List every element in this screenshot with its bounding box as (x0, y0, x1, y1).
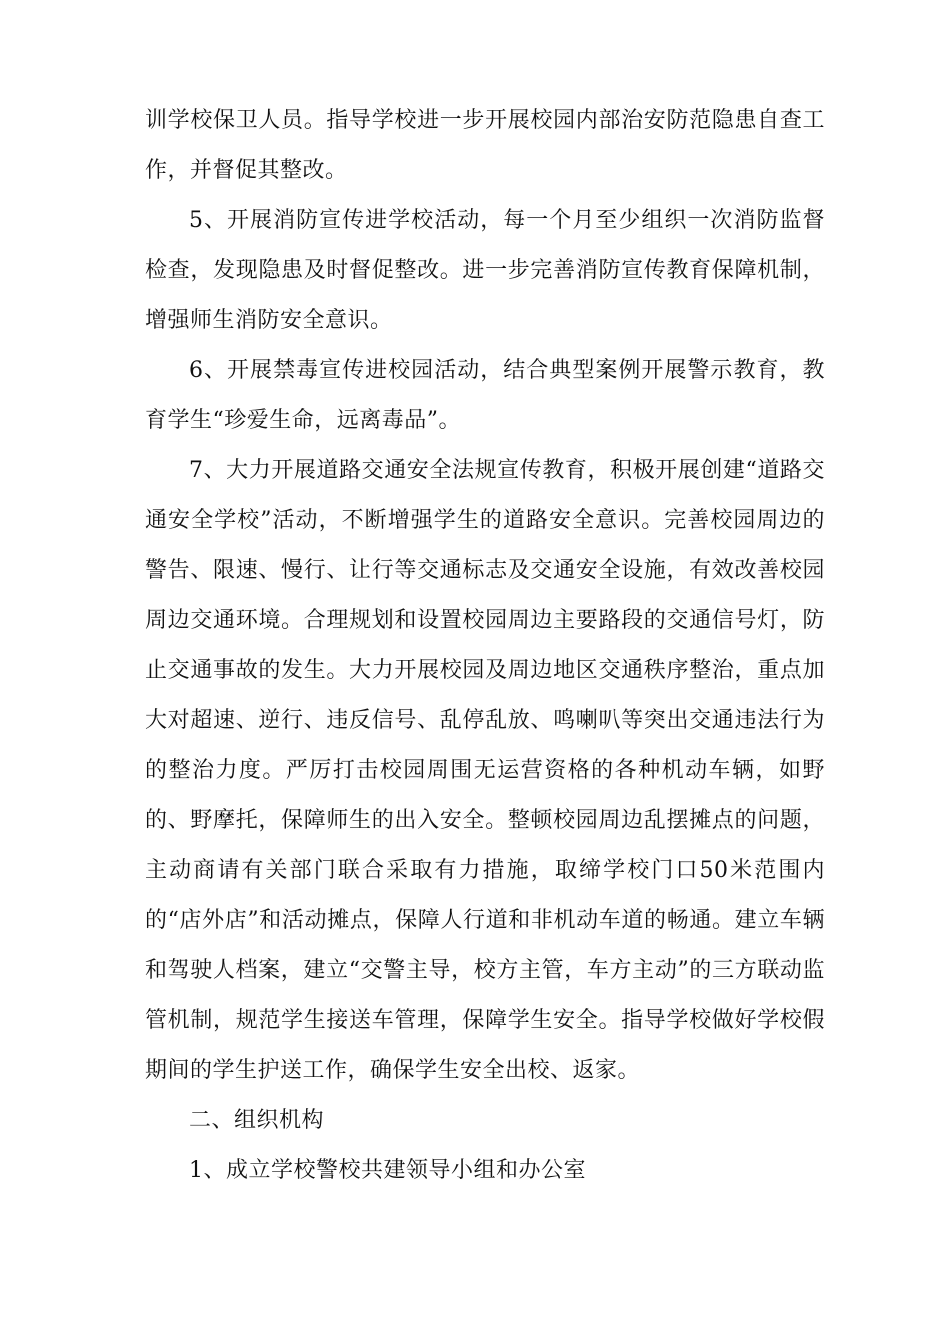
document-body (145, 96, 825, 1196)
section-heading-organization: 二、组织机构 (189, 1108, 325, 1133)
paragraph-fire-safety: 5、开展消防宣传进学校活动，每一个月至少组织一次消防监督检查，发现隐患及时督促整改。进一步完善消防宣传教育保障机制，增强师生消防安全意识。 (145, 208, 825, 333)
paragraph-anti-drug: 6、开展禁毒宣传进校园活动，结合典型案例开展警示教育，教育学生“珍爱生命，远离毒品”。 (145, 358, 825, 433)
paragraph-traffic-safety: 7、大力开展道路交通安全法规宣传教育，积极开展创建“道路交通安全学校”活动，不断增强学生的道路安全意识。完善校园周边的警告、限速、慢行、让行等交通标志及交通安全设施，有效改善校园周边交通环境。合理规划和设置校园周边主要路段的交通信号灯，防止交通事故的发生。大力开展校园及周边地区交通秩序整治，重点加大对超速、逆行、违反信号、乱停乱放、鸣喇叭等突出交通违法行为的整治力度。严厉打击校园周围无运营资格的各种机动车辆，如野的、野摩托，保障师生的出入安全。整顿校园周边乱摆摊点的问题，主动商请有关部门联合采取有力措施，取缔学校门口50米范围内的“店外店”和活动摊点，保障人行道和非机动车道的畅通。建立车辆和驾驶人档案，建立“交警主导，校方主管，车方主动”的三方联动监管机制，规范学生接送车管理，保障学生安全。指导学校做好学校假期间的学生护送工作，确保学生安全出校、返家。 (145, 458, 825, 1083)
paragraph-security-staff: 训学校保卫人员。指导学校进一步开展校园内部治安防范隐患自查工作，并督促其整改。 (145, 108, 825, 183)
paragraph-leadership-group: 1、成立学校警校共建领导小组和办公室 (189, 1158, 586, 1183)
